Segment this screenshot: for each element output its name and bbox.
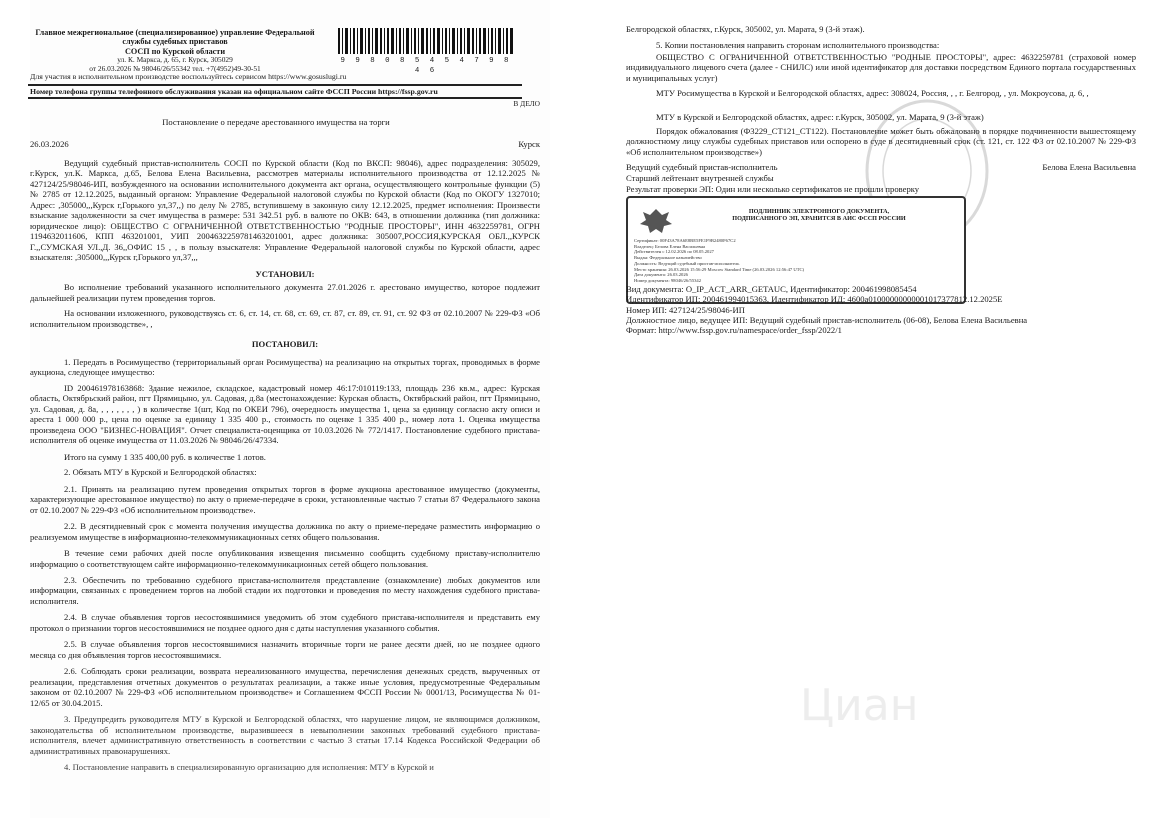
ep-check-result: Результат проверки ЭП: Один или несколько сертификатов не прошли проверку bbox=[626, 184, 920, 194]
ustanovil-heading: УСТАНОВИЛ: bbox=[255, 268, 315, 279]
stamp-line: Должность: Ведущий судебный пристав-исполнитель bbox=[634, 260, 740, 266]
agency-line-2: службы судебных приставов bbox=[122, 37, 228, 47]
stamp-line: Выдан: Федеральное казначейство bbox=[634, 255, 702, 261]
party-2: МТУ Росимущества в Курской и Белгородской областях, адрес: 308024, Россия, , , г. Белгород, , ул. Мокроусова, д. 6, , bbox=[656, 88, 1089, 98]
agency-address: ул. К. Маркса, д. 65, г. Курск, 305029 bbox=[117, 55, 233, 65]
signer-name: Белова Елена Васильевна bbox=[1042, 162, 1136, 172]
stamp-line: Сертификат: 00F43A78A6E8BE5FE1F9B2480F67C2 bbox=[634, 238, 736, 243]
stamp-line: Дата документа: 26.03.2026 bbox=[634, 272, 688, 278]
paragraph-2-2: 2.2. В десятидневный срок с момента получения имущества должника по акту о приеме-передаче разместить информацию о реализуемом имуществе в информационно-телекоммуникационных сетях общего пользования. bbox=[30, 521, 540, 542]
meta-line: Номер ИП: 427124/25/98046-ИП bbox=[626, 304, 745, 315]
total-line: Итого на сумму 1 335 400,00 руб. в количестве 1 лотов. bbox=[64, 451, 266, 462]
gosuslugi-note: Для участия в исполнительном производстве воспользуйтесь сервисом https://www.gosuslugi.ru bbox=[30, 72, 347, 81]
paragraph-2-2b: В течение семи рабочих дней после опубликования извещения письменно сообщить судебному приставу-исполнителю информацию о соответствующем сайте информационно-телекоммуникационных сетей общего пользования. bbox=[30, 548, 540, 569]
meta-line: Должностное лицо, ведущее ИП: Ведущий судебный пристав-исполнитель (06-08), Белова Елена Васильевна bbox=[626, 314, 1028, 325]
document-metadata bbox=[626, 284, 1136, 336]
document-left-page bbox=[30, 0, 550, 818]
agency-phones: от 26.03.2026 № 98046/26/55342 тел. +7(4952)49-30-51 bbox=[89, 63, 261, 73]
stamp-title-2: ПОДПИСАННОГО ЭП, ХРАНИТСЯ В АИС ФССП РОССИИ bbox=[732, 215, 906, 223]
agency-header bbox=[30, 28, 320, 73]
hotline-note: Номер телефона группы телефонного обслуживания указан на официальном сайте ФССП России https://fssp.gov.ru bbox=[30, 87, 438, 96]
meta-line: Вид документа: O_IP_ACT_ARR_GETAUC, Идентификатор: 200461998085454 bbox=[626, 284, 917, 294]
stamp-line: Действителен с 12.02.2026 по 08.05.2027 bbox=[634, 249, 714, 255]
paragraph-2-4: 2.4. В случае объявления торгов несостоявшимися уведомить об этом судебного пристава-исполнителя и представить ему протокол о признании торгов несостоявшимися не позднее одного дня с даты наступления указанного события. bbox=[30, 612, 540, 633]
right-paragraph-5: 5. Копии постановления направить сторонам исполнительного производства: bbox=[656, 40, 940, 50]
intro-paragraph: Ведущий судебный пристав-исполнитель СОСП по Курской области (Код по ВКСП: 98046), адрес подразделения: 305029, г.Курск, ул.К. Маркса, д.65, Белова Елена Васильевна, рассмотрев материалы исполнительного производства от 12.12.2025 № 427124/25/98046-ИП, возбужденного на основании исполнительного документа акт органа, осуществляющего контрольные функции (5) № 2785 от 12.12.2025, выданный органом: Управление Федеральной налоговой службы по Курской области (Код по ОКОГУ 1327010; Адрес: ,305000,,,Курск г,Горького ул,37,,) по делу № 2785, вступившему в законную силу 12.12.2025, предмет исполнения: Произвести взыскание задолженности за счет имущества в размере: 531 342.51 руб. в валюте по ОКВ: 643, в отношении должника (тип должника: юридическое лицо): ОБЩЕСТВО С ОГРАНИЧЕННОЙ ОТВЕТСТВЕННОСТЬЮ "РОДНЫЕ ПРОСТОРЫ", ИНН 4632259781, ОГРН 1194632011606, КПП 463201001, УИП 2004632259781463201001, адрес должника: 305007,РОССИЯ,КУРСКАЯ ОБЛ.,,КУРСК Г.,,СУМСКАЯ УЛ.,Д. 36,,ОФИС 15 , , в пользу взыскателя: Управление Федеральной налоговой службы по Курской области, адрес взыскателя: ,305000,,,Курск г,Горького ул,37,,, bbox=[30, 158, 540, 263]
paragraph-2-3: 2.3. Обеспечить по требованию судебного пристава-исполнителя представление (ознакомление) любых документов или информации, связанных с проведением торгов на любой стадии их подготовки и проведения по месту нахождения судебного пристава-исполнителя. bbox=[30, 574, 540, 606]
right-continuation: Белгородской областях, г.Курск, 305002, ул. Марата, 9 (3-й этаж). bbox=[626, 24, 865, 34]
stamp-details bbox=[634, 238, 954, 284]
document-body bbox=[30, 158, 540, 773]
party-3: МТУ в Курской и Белгородской областях, адрес: г.Курск, 305002, ул. Марата, 9 (3-й этаж) bbox=[656, 112, 984, 122]
agency-line-3: СОСП по Курской области bbox=[124, 46, 226, 56]
property-description: ID 200461978163868: Здание нежилое, складское, кадастровый номер 46:17:010119:133, площадь 236 кв.м., адрес: Курская область, Октябрьский район, пгт Прямицыно, ул. Садовая, д.8а (местонахождение: Курская область, Октябрьский район, пгт Прямицыно, ул. Садовая, д. 8а, , , , , , , , ) в количестве 1(шт, Код по ОКЕИ 796), очередность имущества 1, цена за единицу согласно акту описи и ареста 1 000 000 р., цена по оценке за единицу 1 335 400 р., стоимость по оценке 1 335 400 р., номер лота 1. Оценка имущества произведена ООО "БИЗНЕС-НОВАЦИЯ". Отчет специалиста-оценщика от 10.03.2026 № 772/1417. Постановление судебного пристава-исполнителя об оценке имущества от 11.03.2026 № 98046/26/47334. bbox=[30, 382, 540, 446]
party-1: ОБЩЕСТВО С ОГРАНИЧЕННОЙ ОТВЕТСТВЕННОСТЬЮ "РОДНЫЕ ПРОСТОРЫ", адрес: 4632259781 (страховой номер индивидуального лицевого счета (далее - СНИЛС) или иной идентификатор для доставки посредством Единого портала государственных и муниципальных услуг) bbox=[626, 52, 1136, 83]
watermark: Циан bbox=[800, 680, 919, 731]
stamp-line: Место хранения: 26.03.2026 15:56:29 Moscow Standard Time (26.03.2026 12:56:47 UTC) bbox=[634, 266, 805, 272]
barcode-icon bbox=[338, 28, 514, 54]
paragraph-2-1: 2.1. Принять на реализацию путем проведения открытых торгов в форме аукциона арестованное имущество (документы, характеризующие арестованное имущество) по акту о приеме-передаче в сроки, установленные частью 7 статьи 87 Федерального закона от 02.10.2007 № 229-ФЗ «Об исполнительном производстве». bbox=[30, 483, 540, 515]
coat-of-arms-icon bbox=[636, 206, 676, 236]
paragraph-2: 2. Обязать МТУ в Курской и Белгородской областях: bbox=[64, 467, 257, 478]
v-delo-mark: В ДЕЛО bbox=[513, 99, 540, 108]
paragraph-4: 4. Постановление направить в специализированную организацию для исполнения: МТУ в Курской и bbox=[64, 762, 434, 773]
agency-line-1: Главное межрегиональное (специализированное) управление Федеральной bbox=[35, 28, 315, 37]
postanovil-heading: ПОСТАНОВИЛ: bbox=[251, 339, 319, 350]
meta-line: Формат: http://www.fssp.gov.ru/namespace/order_fssp/2022/1 bbox=[626, 325, 842, 336]
signer-role: Ведущий судебный пристав-исполнитель bbox=[626, 162, 778, 172]
barcode-number: 9 9 8 0 8 5 4 5 4 7 9 8 4 6 bbox=[340, 57, 512, 75]
paragraph-3: 3. Предупредить руководителя МТУ в Курской и Белгородской областях, что нарушение лицом, не являющимся должником, законодательства об исполнительном производстве, выразившееся в невыполнении законных требований судебного пристава-исполнителя, влечет административную ответственность в соответствии с частью 3 статьи 17.14 Кодекса Российской Федерации об административных правонарушениях. bbox=[30, 714, 540, 756]
stamp-line: Номер документа: 98046/26/55342 bbox=[634, 278, 702, 284]
paragraph-2-5: 2.5. В случае объявления торгов несостоявшимися назначить вторичные торги не ранее десяти дней, но не позднее одного месяца со дня объявления торгов несостоявшимися. bbox=[30, 639, 540, 660]
date-city-row bbox=[30, 139, 540, 149]
appeal-procedure: Порядок обжалования (Ф3229_СТ121_СТ122). Постановление может быть обжаловано в порядке подчиненности вышестоящему должностному лицу службы судебных приставов или оспорено в суде в десятидневный срок (ст. 121, ст. 122 ФЗ от 02.10.2007 № 229-ФЗ «Об исполнительном производстве») bbox=[626, 126, 1136, 157]
barcode bbox=[338, 28, 514, 76]
document-title: Постановление о передаче арестованного имущества на торги bbox=[162, 117, 390, 127]
ustanovil-paragraph: Во исполнение требований указанного исполнительного документа 27.01.2026 г. арестовано имущество, которое подлежит дальнейшей реализации путем проведения торгов. bbox=[30, 282, 540, 303]
divider-top bbox=[28, 84, 522, 86]
stamp-line: Владелец: Белова Елена Васильевна bbox=[634, 243, 706, 249]
stamp-title-1: ПОДЛИННИК ЭЛЕКТРОННОГО ДОКУМЕНТА, bbox=[748, 208, 890, 215]
meta-line: Идентификатор ИП: 200461994015363, Идентификатор ИД: 4600а01000000000001017377812.12.2025Е bbox=[626, 294, 1003, 305]
document-city: Курск bbox=[518, 139, 540, 149]
paragraph-2-6: 2.6. Соблюдать сроки реализации, возврата нереализованного имущества, перечисления денежных средств, вырученных от реализации, представления отчетных документов о результатах реализации, а также иные условия, предусмотренные Федеральным законом от 02.10.2007 № 229-ФЗ «Об исполнительном производстве» и Соглашением ФССП России № 0001/13, Росимущества № 01-12/65 от 30.04.2015. bbox=[30, 666, 540, 708]
basis-paragraph: На основании изложенного, руководствуясь ст. 6, ст. 14, ст. 68, ст. 69, ст. 87, ст. 89, ст. 91, ст. 92 ФЗ от 02.10.2007 № 229-ФЗ «Об исполнительном производстве», , bbox=[30, 308, 540, 329]
stamp-heading bbox=[684, 208, 954, 222]
signer-rank: Старший лейтенант внутренней службы bbox=[626, 173, 774, 183]
document-date: 26.03.2026 bbox=[30, 139, 69, 149]
paragraph-1: 1. Передать в Росимущество (территориальный орган Росимущества) на реализацию на открытых торгах, проводимых в форме аукциона, следующее имущество: bbox=[30, 356, 540, 378]
